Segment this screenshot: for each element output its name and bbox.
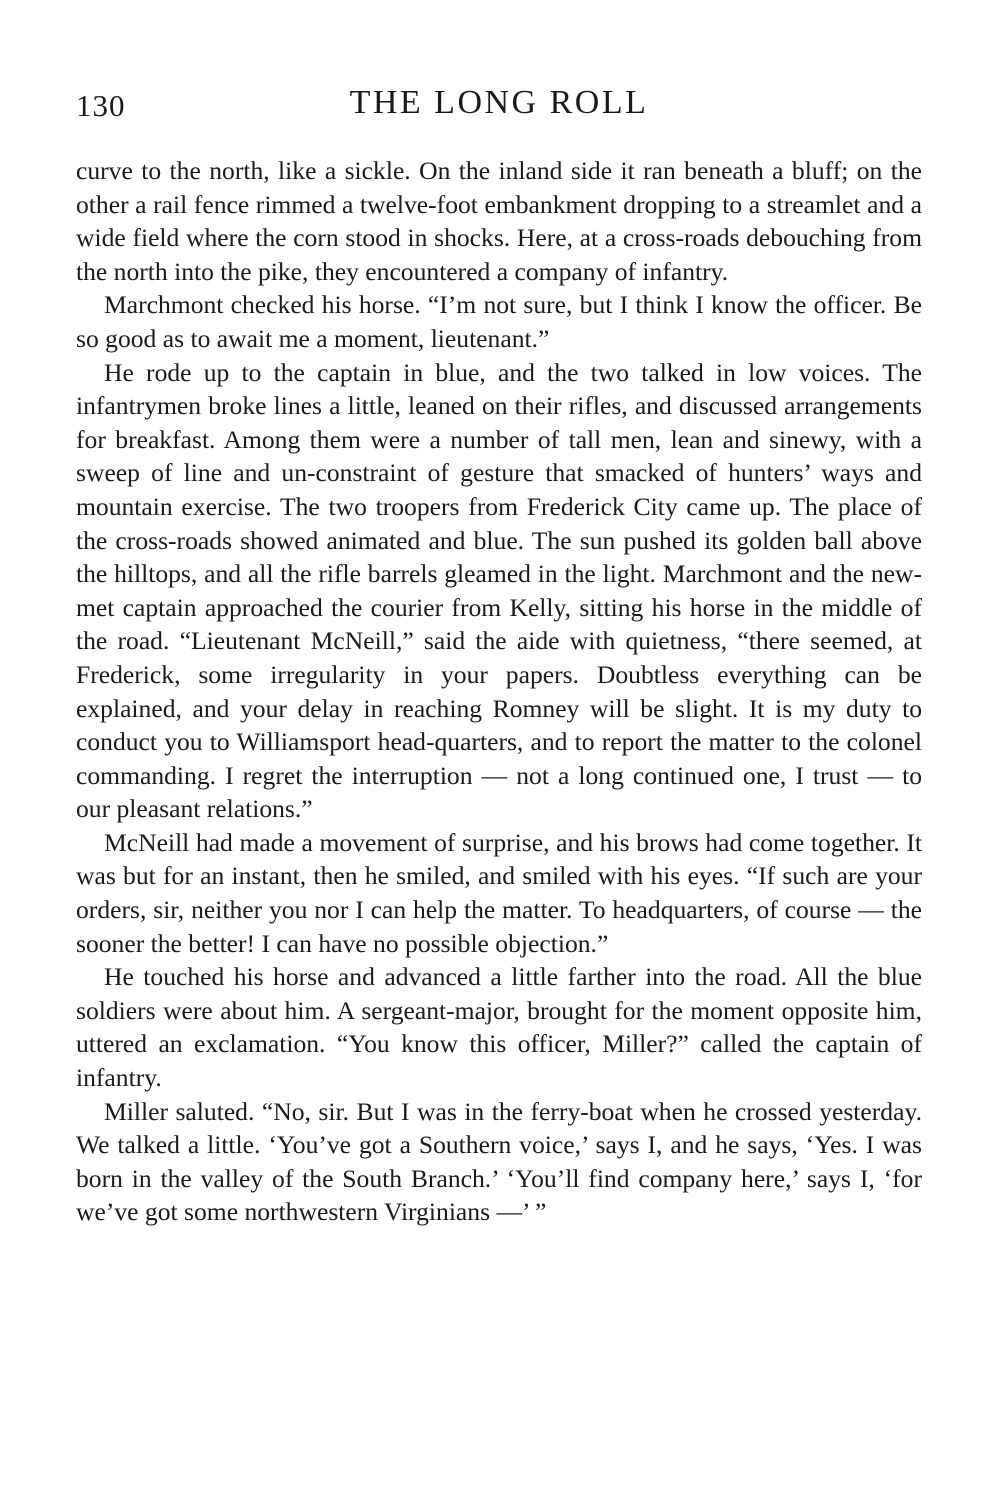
paragraph: McNeill had made a movement of surprise, and his brows had come together. It was but for an instant, then he smiled, and smiled with his eyes. “If such are your orders, sir, neither you nor I can help the matter. To headquarters, of course — the sooner the better! I can have no possible objection.” [76,827,922,958]
paragraph: He rode up to the captain in blue, and the two talked in low voices. The infantrymen broke lines a little, leaned on their rifles, and discussed arrangements for breakfast. Among them were a number of tall men, lean and sinewy, with a sweep of line and un-constraint of gesture that smacked of hunters’ ways and mountain exercise. The two troopers from Frederick City came up. The place of the cross-roads showed animated and blue. The sun pushed its golden ball above the hilltops, and all the rifle barrels gleamed in the light. Marchmont and the new-met captain approached the courier from Kelly, sitting his horse in the middle of the road. “Lieutenant McNeill,” said the aide with quietness, “there seemed, at Frederick, some irregularity in your papers. Doubtless everything can be explained, and your delay in reaching Romney will be slight. It is my duty to conduct you to Williamsport head-quarters, and to report the matter to the colonel commanding. I regret the interruption — not a long continued one, I trust — to our pleasant relations.” [76,357,922,824]
paragraph: Marchmont checked his horse. “I’m not sure, but I think I know the officer. Be so good as to await me a moment, lieutenant.” [76,290,922,353]
body-text [76,154,922,1229]
page-number: 130 [76,88,126,123]
running-title: THE LONG ROLL [349,84,649,121]
running-head [76,78,922,142]
paragraph: Miller saluted. “No, sir. But I was in the ferry-boat when he crossed yesterday. We talked a little. ‘You’ve got a Southern voice,’ says I, and he says, ‘Yes. I was born in the valley of the South Branch.’ ‘You’ll find company here,’ says I, ‘for we’ve got some northwestern Virginians —’ ” [76,1096,922,1227]
book-page [76,78,922,1229]
paragraph-continued: curve to the north, like a sickle. On the inland side it ran beneath a bluff; on the other a rail fence rimmed a twelve-foot embankment dropping to a streamlet and a wide field where the corn stood in shocks. Here, at a cross-roads debouching from the north into the pike, they encountered a company of infantry. [76,156,922,286]
paragraph: He touched his horse and advanced a little farther into the road. All the blue soldiers were about him. A sergeant-major, brought for the moment opposite him, uttered an exclamation. “You know this officer, Miller?” called the captain of infantry. [76,962,922,1093]
